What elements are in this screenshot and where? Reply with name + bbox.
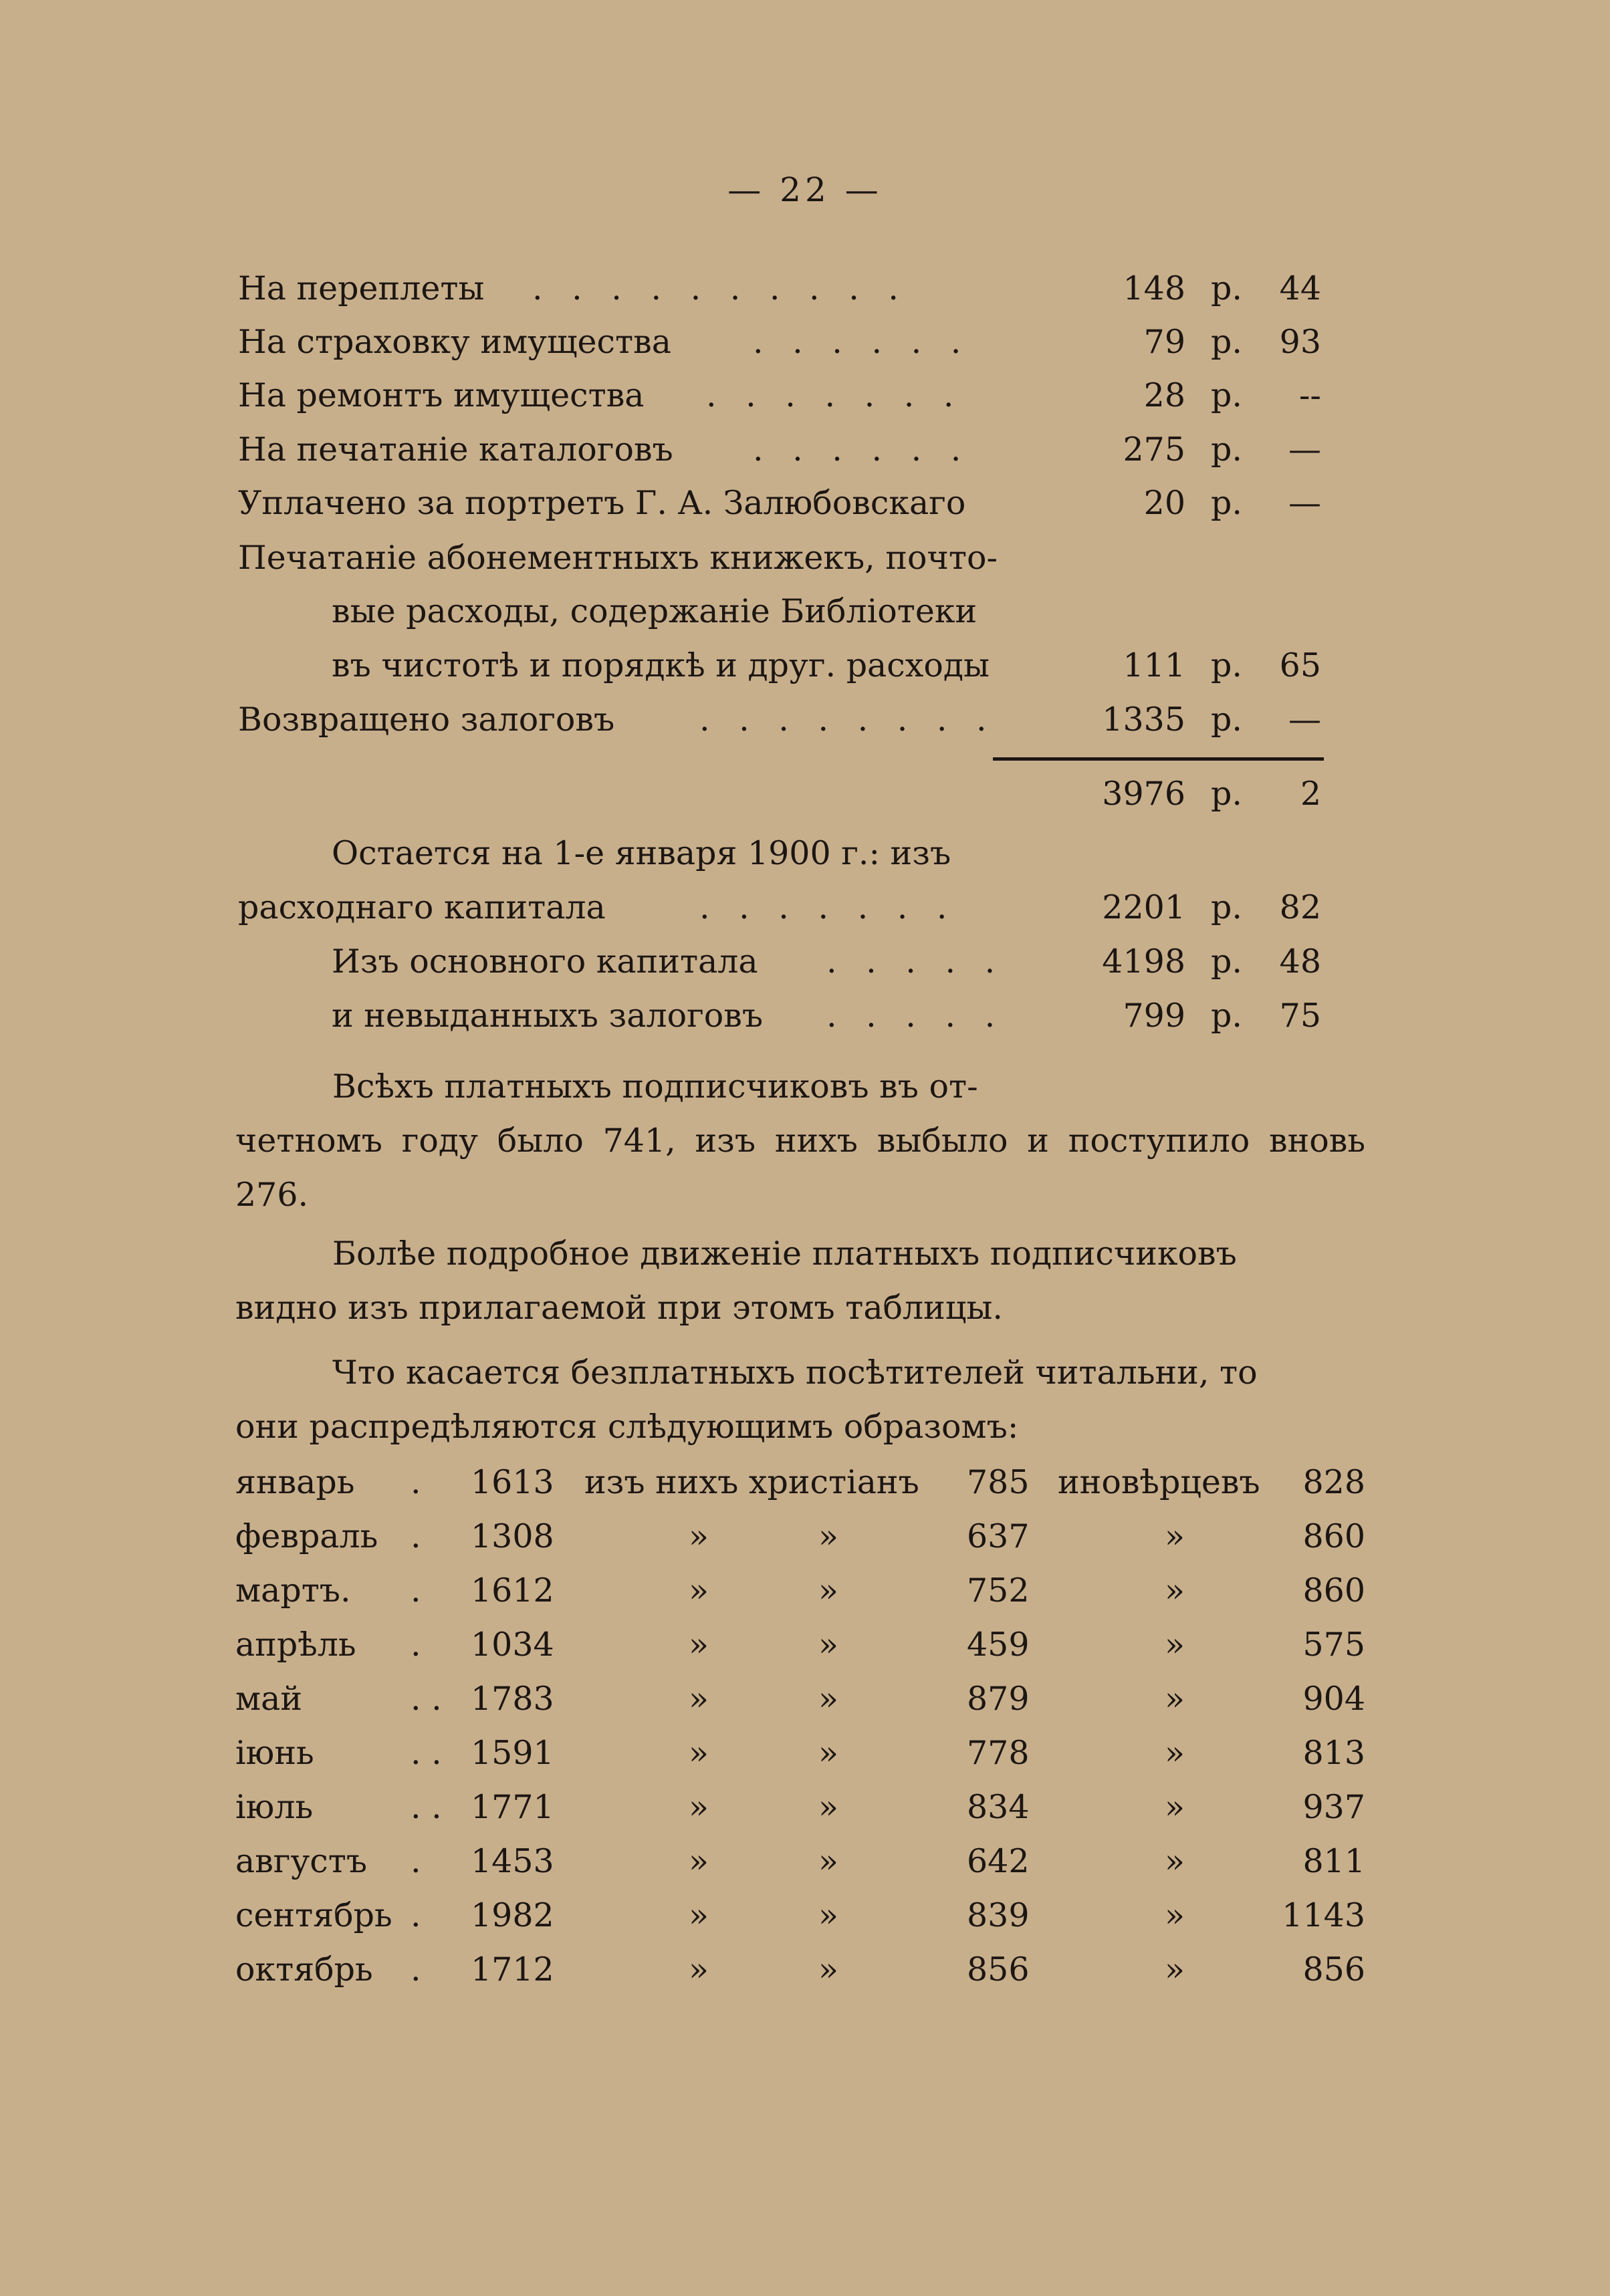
table-row [235, 1841, 1365, 1882]
month-cell: апрѣль [235, 1626, 356, 1664]
ditto-mark: » [689, 1788, 709, 1826]
remaining-rubles: 2201 [1102, 888, 1185, 926]
total-kopecks: 2 [1300, 775, 1321, 813]
ruble-unit: р. [1211, 888, 1242, 926]
table-row [235, 1625, 1365, 1665]
leader-dots: . . . . . . . [699, 888, 957, 926]
ditto-mark: » [689, 1680, 709, 1718]
ruble-unit: р. [1211, 484, 1242, 522]
remaining-intro [238, 834, 1321, 874]
ruble-unit: р. [1211, 269, 1242, 307]
ditto-mark: » [689, 1896, 709, 1934]
total-cell: 1783 [471, 1680, 554, 1718]
paragraph-body: видно изъ прилагаемой при этомъ таблицы. [235, 1289, 1003, 1327]
paragraph-body: четномъ году было 741, изъ нихъ выбыло и поступило вновь 276. [235, 1122, 1365, 1214]
ditto-mark: » [818, 1626, 838, 1664]
ditto-mark: » [1165, 1842, 1185, 1880]
christians-cell: 856 [967, 1950, 1030, 1989]
expense-rubles: 28 [1143, 376, 1185, 414]
ruble-unit: р. [1211, 376, 1242, 414]
expense-line [238, 322, 1321, 362]
remaining-line [238, 888, 1321, 928]
others-cell: 813 [1302, 1734, 1365, 1772]
ditto-mark: » [1165, 1896, 1185, 1934]
christians-cell: 637 [967, 1517, 1030, 1555]
dot-cell: . [411, 1626, 421, 1664]
dot-cell: . . [411, 1734, 442, 1772]
ditto-mark: » [818, 1950, 838, 1989]
expense-label: Уплачено за портретъ Г. А. Залюбовскаго [238, 484, 966, 522]
remaining-line [238, 942, 1321, 982]
of-them-christians-label: изъ нихъ христіанъ [584, 1463, 919, 1501]
ruble-unit: р. [1211, 646, 1242, 684]
ditto-mark: » [1165, 1626, 1185, 1664]
others-cell: 828 [1302, 1463, 1365, 1501]
total-cell: 1308 [471, 1517, 554, 1555]
table-row [235, 1896, 1365, 1936]
expense-line [238, 376, 1321, 416]
ditto-mark: » [689, 1626, 709, 1664]
christians-cell: 642 [967, 1842, 1030, 1880]
ditto-mark: » [818, 1734, 838, 1772]
expense-rubles: 79 [1143, 323, 1185, 361]
month-cell: мартъ. [235, 1571, 351, 1610]
leader-dots: . . . . . . . . . . [532, 269, 908, 307]
expense-rubles: 148 [1123, 269, 1185, 307]
ruble-unit: р. [1211, 997, 1242, 1035]
christians-cell: 834 [967, 1788, 1030, 1826]
deposits-returned-line [238, 700, 1321, 740]
leader-dots: . . . . . [826, 997, 1005, 1035]
misc-expense-line-3 [238, 646, 1321, 686]
ditto-mark: » [689, 1842, 709, 1880]
christians-cell: 879 [967, 1680, 1030, 1718]
month-cell: сентябрь [235, 1896, 392, 1934]
others-cell: 811 [1302, 1842, 1365, 1880]
ditto-mark: » [818, 1517, 838, 1555]
christians-cell: 839 [967, 1896, 1030, 1934]
total-cell: 1712 [471, 1950, 554, 1989]
expense-label: На страховку имущества [238, 323, 671, 361]
dot-cell: . [411, 1950, 421, 1989]
ditto-mark: » [689, 1517, 709, 1555]
misc-expense-text: Печатаніе абонементныхъ книжекъ, почто- [238, 539, 998, 577]
month-cell: іюнь [235, 1734, 314, 1772]
ditto-mark: » [1165, 1734, 1185, 1772]
others-cell: 1143 [1282, 1896, 1365, 1934]
total-rubles: 3976 [1102, 775, 1185, 813]
paragraph-body: они распредѣляются слѣдующимъ образомъ: [235, 1408, 1019, 1446]
christians-cell: 752 [967, 1571, 1030, 1610]
expense-kopecks: — [1288, 430, 1321, 469]
ditto-mark: » [818, 1788, 838, 1826]
ditto-mark: » [689, 1734, 709, 1772]
ruble-unit: р. [1211, 775, 1242, 813]
expense-rubles: 111 [1123, 646, 1185, 684]
expense-kopecks: -- [1298, 376, 1321, 414]
misc-expense-line-2 [238, 592, 1321, 632]
others-cell: 860 [1302, 1517, 1365, 1555]
paragraph-first-line: Всѣхъ платныхъ подписчиковъ въ от- [332, 1067, 978, 1106]
paragraph-free-visitors [235, 1346, 1365, 1454]
dot-cell: . . [411, 1680, 442, 1718]
misc-expense-text: вые расходы, содержаніе Библіотеки [332, 592, 978, 630]
remaining-label: Изъ основного капитала [332, 942, 758, 981]
paragraph-first-line: Болѣе подробное движеніе платныхъ подписчиковъ [332, 1235, 1237, 1273]
expense-label: На переплеты [238, 269, 485, 307]
ditto-mark: » [818, 1571, 838, 1610]
expense-kopecks: — [1288, 484, 1321, 522]
paragraph-first-line: Что касается безплатныхъ посѣтителей читальни, то [332, 1354, 1258, 1392]
sum-rule [993, 757, 1324, 761]
month-cell: январь [235, 1463, 355, 1501]
table-row [235, 1571, 1365, 1611]
ruble-unit: р. [1211, 323, 1242, 361]
christians-cell: 778 [967, 1734, 1030, 1772]
dot-cell: . . [411, 1788, 442, 1826]
remaining-rubles: 799 [1123, 997, 1185, 1035]
ditto-mark: » [1165, 1680, 1185, 1718]
others-cell: 904 [1302, 1680, 1365, 1718]
total-cell: 1453 [471, 1842, 554, 1880]
expense-kopecks: 65 [1279, 646, 1321, 684]
table-row [235, 1517, 1365, 1557]
christians-cell: 785 [967, 1463, 1030, 1501]
dot-cell: . [411, 1571, 421, 1610]
table-row [235, 1950, 1365, 1990]
remaining-kopecks: 48 [1279, 942, 1321, 981]
expense-rubles: 20 [1143, 484, 1185, 522]
expense-label: Возвращено залоговъ [238, 700, 615, 739]
others-cell: 937 [1302, 1788, 1365, 1826]
table-row [235, 1679, 1365, 1719]
ditto-mark: » [1165, 1788, 1185, 1826]
christians-cell: 459 [967, 1626, 1030, 1664]
expense-kopecks: 44 [1279, 269, 1321, 307]
ditto-mark: » [1165, 1950, 1185, 1989]
others-cell: 860 [1302, 1571, 1365, 1610]
ditto-mark: » [818, 1842, 838, 1880]
dot-cell: . [411, 1842, 421, 1880]
expense-kopecks: 93 [1279, 323, 1321, 361]
expense-rubles: 275 [1123, 430, 1185, 469]
dot-cell: . [411, 1463, 421, 1501]
paragraph-subscribers [235, 1059, 1365, 1222]
remaining-label: и невыданныхъ залоговъ [332, 997, 764, 1035]
remaining-intro-text: Остается на 1-е января 1900 г.: изъ [332, 834, 951, 872]
total-line [238, 774, 1321, 814]
expense-line [238, 430, 1321, 470]
remaining-kopecks: 75 [1279, 997, 1321, 1035]
leader-dots: . . . . . . . . [699, 700, 996, 739]
month-cell: февраль [235, 1517, 378, 1555]
dot-cell: . [411, 1896, 421, 1934]
total-cell: 1034 [471, 1626, 554, 1664]
total-cell: 1771 [471, 1788, 554, 1826]
expense-kopecks: — [1288, 700, 1321, 739]
month-cell: октябрь [235, 1950, 373, 1989]
misc-expense-text: въ чистотѣ и порядкѣ и друг. расходы [332, 646, 990, 684]
ditto-mark: » [689, 1950, 709, 1989]
ruble-unit: р. [1211, 430, 1242, 469]
misc-expense-line-1 [238, 538, 1321, 578]
others-cell: 856 [1302, 1950, 1365, 1989]
ruble-unit: р. [1211, 942, 1242, 981]
leader-dots: . . . . . . [753, 430, 971, 469]
leader-dots: . . . . . . . [706, 376, 963, 414]
ditto-mark: » [1165, 1517, 1185, 1555]
table-row [235, 1462, 1365, 1503]
remaining-rubles: 4198 [1102, 942, 1185, 981]
expense-rubles: 1335 [1102, 700, 1185, 739]
paragraph-table-ref [235, 1227, 1365, 1335]
expense-label: На ремонтъ имущества [238, 376, 645, 414]
expense-line [238, 269, 1321, 309]
others-cell: 575 [1302, 1626, 1365, 1664]
total-cell: 1613 [471, 1463, 554, 1501]
table-row [235, 1787, 1365, 1827]
page-number: — 22 — [727, 170, 883, 209]
remaining-label: расходнаго капитала [238, 888, 606, 926]
others-label: иновѣрцевъ [1058, 1463, 1260, 1501]
total-cell: 1982 [471, 1896, 554, 1934]
total-cell: 1591 [471, 1734, 554, 1772]
ditto-mark: » [689, 1571, 709, 1610]
expense-label: На печатаніе каталоговъ [238, 430, 673, 469]
ruble-unit: р. [1211, 700, 1242, 739]
month-cell: іюль [235, 1788, 314, 1826]
expense-line [238, 483, 1321, 523]
dot-cell: . [411, 1517, 421, 1555]
remaining-line [238, 996, 1321, 1036]
leader-dots: . . . . . . [753, 323, 971, 361]
month-cell: май [235, 1680, 302, 1718]
ditto-mark: » [818, 1680, 838, 1718]
ditto-mark: » [818, 1896, 838, 1934]
leader-dots: . . . . . [826, 942, 1005, 981]
ditto-mark: » [1165, 1571, 1185, 1610]
remaining-kopecks: 82 [1279, 888, 1321, 926]
month-cell: августъ [235, 1842, 368, 1880]
table-row [235, 1733, 1365, 1773]
total-cell: 1612 [471, 1571, 554, 1610]
